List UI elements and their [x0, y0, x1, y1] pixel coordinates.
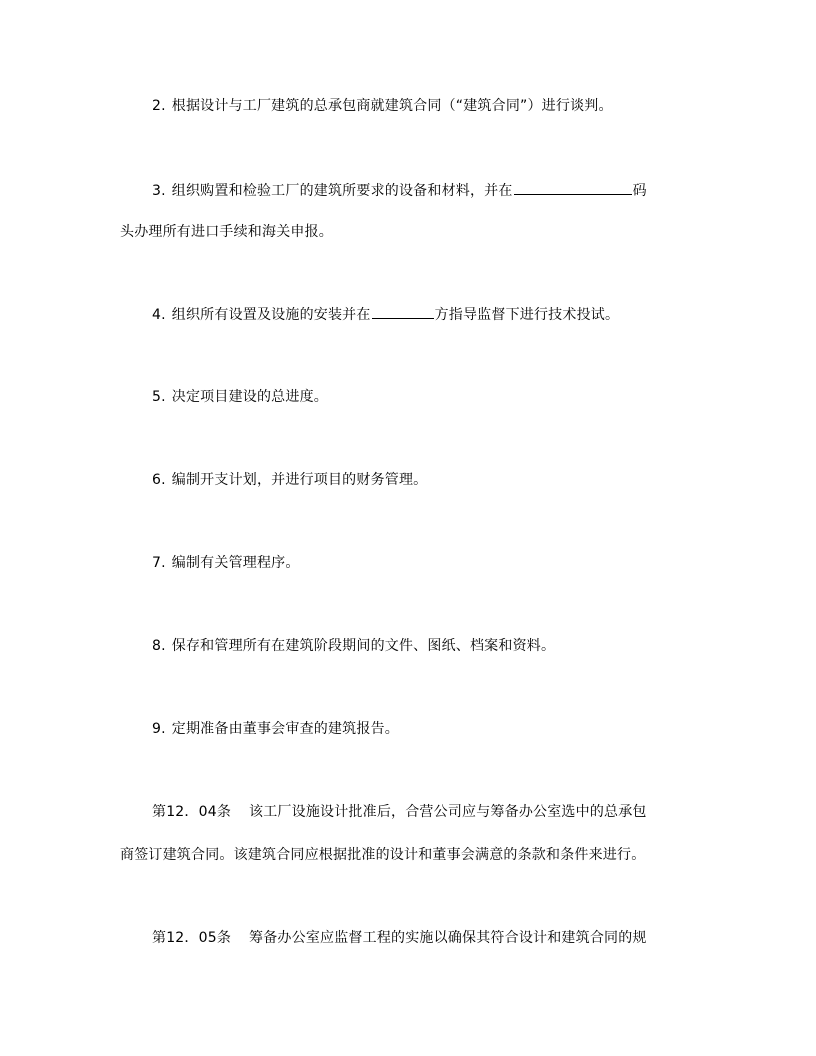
item-number: 5.: [152, 389, 166, 405]
fill-in-blank: [514, 180, 632, 195]
item-4: [152, 304, 619, 325]
item-text: 决定项目建设的总进度。: [171, 389, 328, 405]
item-text: 根据设计与工厂建筑的总承包商就建筑合同（“建筑合同”）进行谈判。: [171, 98, 613, 114]
item-number: 8.: [152, 638, 166, 654]
item-text: 头办理所有进口手续和海关申报。: [120, 224, 333, 240]
item-text: 编制开支计划，并进行项目的财务管理。: [171, 472, 428, 488]
item-text: 组织所有设置及设施的安装并在: [171, 307, 371, 323]
item-number: 3.: [152, 183, 166, 199]
item-text: 编制有关管理程序。: [171, 555, 300, 571]
item-text: 组织购置和检验工厂的建筑所要求的设备和材料，并在: [171, 183, 513, 199]
article-text: 商签订建筑合同。该建筑合同应根据批准的设计和董事会满意的条款和条件来进行。: [120, 847, 646, 863]
item-3-continuation: [120, 222, 333, 242]
article-12-05: [152, 928, 647, 948]
article-text: 筹备办公室应监督工程的实施以确保其符合设计和建筑合同的规: [249, 930, 647, 946]
item-2: [152, 96, 613, 116]
article-12-04-continuation: [120, 845, 645, 865]
item-7: [152, 553, 300, 573]
item-text: 定期准备由董事会审查的建筑报告。: [171, 721, 399, 737]
item-text: 方指导监督下进行技术投试。: [434, 307, 620, 323]
item-text: 码: [632, 183, 647, 199]
item-number: 4.: [152, 307, 166, 323]
article-text: 该工厂设施设计批准后，合营公司应与筹备办公室选中的总承包: [249, 804, 647, 820]
article-label: 第12．04条: [152, 804, 232, 820]
fill-in-blank: [372, 304, 434, 319]
item-text: 保存和管理所有在建筑阶段期间的文件、图纸、档案和资料。: [171, 638, 556, 654]
item-6: [152, 470, 427, 490]
item-number: 9.: [152, 721, 166, 737]
item-number: 2.: [152, 98, 166, 114]
item-number: 6.: [152, 472, 166, 488]
item-number: 7.: [152, 555, 166, 571]
item-9: [152, 719, 399, 739]
article-label: 第12．05条: [152, 930, 232, 946]
item-3: [152, 180, 647, 201]
item-5: [152, 387, 328, 407]
item-8: [152, 636, 555, 656]
article-12-04: [152, 802, 647, 822]
